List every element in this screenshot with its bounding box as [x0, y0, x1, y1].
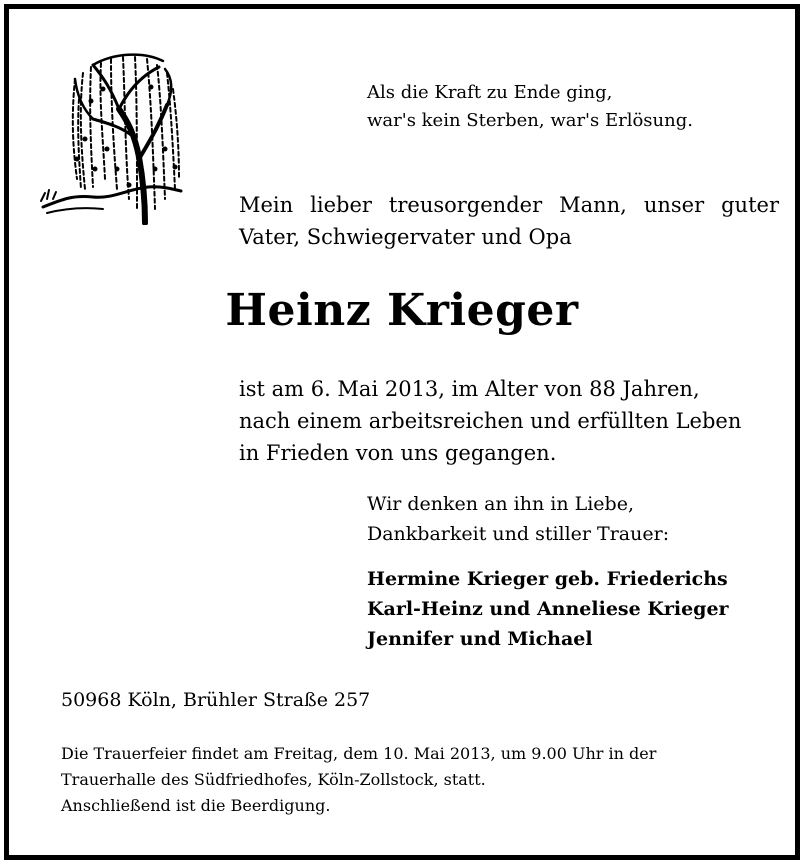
motto-line: Als die Kraft zu Ende ging,: [367, 82, 613, 103]
death-notice-line: in Frieden von uns gegangen.: [239, 441, 557, 465]
motto-verse: [367, 79, 693, 135]
ceremony-line: Anschließend ist die Beerdigung.: [61, 796, 331, 815]
remembrance-text: [367, 489, 669, 549]
deceased-name: Heinz Krieger: [225, 285, 579, 336]
mourner-name: Jennifer und Michael: [367, 628, 593, 650]
mourner-name: Hermine Krieger geb. Friederichs: [367, 568, 728, 590]
obituary-notice: [4, 4, 800, 860]
remembrance-line: Wir denken an ihn in Liebe,: [367, 493, 635, 515]
ceremony-line: Trauerhalle des Südfriedhofes, Köln-Zollstock, statt.: [61, 770, 486, 789]
mourners-list: [367, 564, 729, 654]
intro-line: Vater, Schwiegervater und Opa: [239, 225, 572, 249]
address: 50968 Köln, Brühler Straße 257: [61, 689, 371, 711]
death-notice-line: nach einem arbeitsreichen und erfüllten Leben: [239, 409, 742, 433]
intro-line: Mein lieber treusorgender Mann, unser guter: [239, 193, 779, 217]
motto-line: war's kein Sterben, war's Erlösung.: [367, 110, 693, 131]
intro-text: [239, 189, 779, 253]
mourner-name: Karl-Heinz und Anneliese Krieger: [367, 598, 729, 620]
weeping-willow-icon: [33, 39, 183, 225]
death-notice: [239, 373, 741, 469]
ceremony-line: Die Trauerfeier findet am Freitag, dem 10. Mai 2013, um 9.00 Uhr in der: [61, 744, 657, 763]
death-notice-line: ist am 6. Mai 2013, im Alter von 88 Jahren,: [239, 377, 700, 401]
remembrance-line: Dankbarkeit und stiller Trauer:: [367, 523, 670, 545]
ceremony-details: [61, 741, 656, 819]
